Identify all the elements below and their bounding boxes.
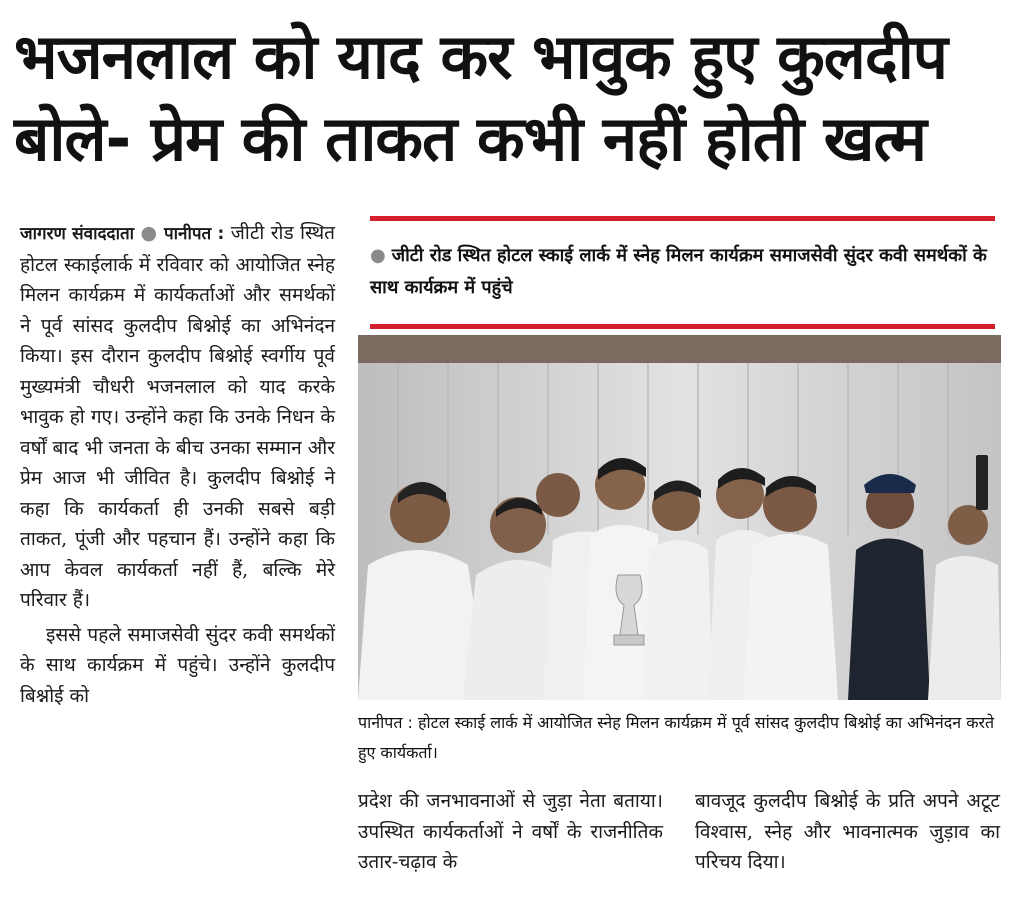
group-photo-illustration — [358, 335, 1001, 700]
kicker-text: जीटी रोड स्थित होटल स्काई लार्क में स्नेह मिलन कार्यक्रम समाजसेवी सुंदर कवी समर्थकों के साथ कार्यक्रम में पहुंचे — [370, 245, 987, 298]
headline-line-1: भजनलाल को याद कर भावुक हुए कुलदीप — [14, 20, 948, 93]
headline — [14, 16, 1004, 180]
article-column-2 — [358, 786, 663, 878]
byline-dateline: पानीपत : — [163, 224, 225, 244]
headline-line-2: बोले- प्रेम की ताकत कभी नहीं होती खत्म — [14, 102, 926, 175]
article-column-2-text: प्रदेश की जनभावनाओं से जुड़ा नेता बताया। उपस्थित कार्यकर्ताओं ने वर्षों के राजनीतिक उतार-चढ़ाव के — [358, 790, 663, 873]
news-photo — [358, 335, 1001, 700]
byline-reporter: जागरण संवाददाता — [20, 224, 135, 244]
red-rule-bottom — [370, 324, 995, 329]
photo-kicker — [370, 240, 995, 304]
article-column-1 — [20, 218, 335, 711]
photo-caption: पानीपत : होटल स्काई लार्क में आयोजित स्नेह मिलन कार्यक्रम में पूर्व सांसद कुलदीप बिश्नोई का अभिनंदन करते हुए कार्यकर्ता। — [358, 713, 995, 762]
bullet-dot-icon: ● — [370, 245, 386, 266]
bullet-dot-icon: ● — [140, 222, 164, 244]
article-column-3 — [695, 786, 1000, 878]
article-paragraph-1 — [20, 218, 335, 616]
red-rule-top — [370, 216, 995, 221]
article-paragraph-1-text: जीटी रोड स्थित होटल स्काईलार्क में रविवार को आयोजित स्नेह मिलन कार्यक्रम में कार्यकर्ताओं और समर्थकों ने पूर्व सांसद कुलदीप बिश्नोई का अभिनंदन किया। इस दौरान कुलदीप बिश्नोई स्वर्गीय पूर्व मुख्यमंत्री चौधरी भजनलाल को याद करके भावुक हो गए। उन्होंने कहा कि उनके निधन के वर्षों बाद भी जनता के बीच उनका सम्मान और प्रेम आज भी जीवित है। कुलदीप बिश्नोई ने कहा कि कार्यकर्ता ही उनकी सबसे बड़ी ताकत, पूंजी और पहचान हैं। उन्होंने कहा कि आप केवल कार्यकर्ता नहीं हैं, बल्कि मेरे परिवार हैं। — [20, 222, 335, 611]
article-paragraph-2: इससे पहले समाजसेवी सुंदर कवी समर्थकों के साथ कार्यक्रम में पहुंचे। उन्होंने कुलदीप बिश्नोई को — [20, 623, 335, 707]
article-column-3-text: बावजूद कुलदीप बिश्नोई के प्रति अपने अटूट विश्वास, स्नेह और भावनात्मक जुड़ाव का परिचय दिया। — [695, 790, 1000, 873]
